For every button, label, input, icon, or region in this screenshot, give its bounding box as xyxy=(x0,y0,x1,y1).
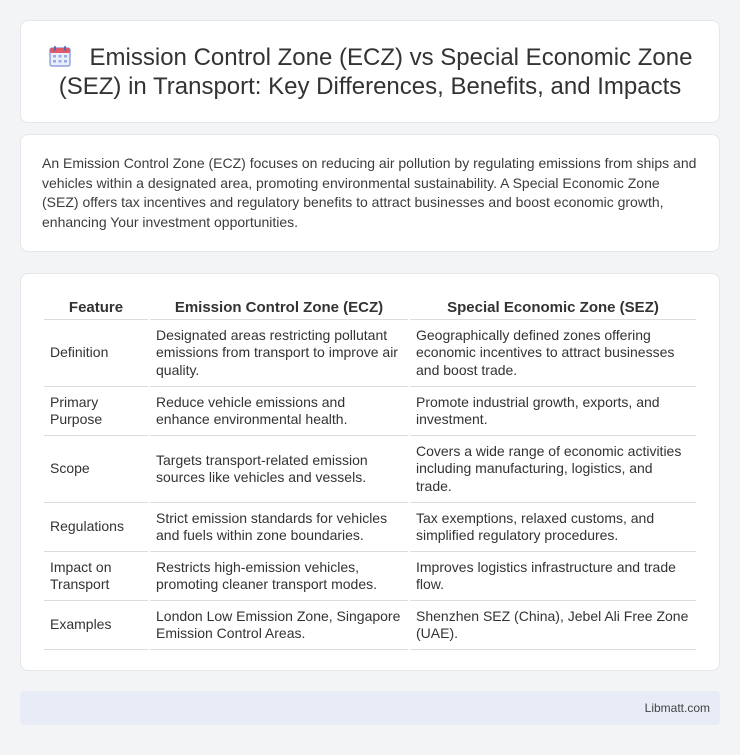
sez-cell: Covers a wide range of economic activities including manufacturing, logistics, and trade. xyxy=(410,436,696,503)
header-sez: Special Economic Zone (SEZ) xyxy=(410,295,696,320)
comparison-table-card xyxy=(20,273,720,671)
footer-site-link[interactable]: Libmatt.com xyxy=(644,701,710,715)
table-row xyxy=(44,601,696,650)
feature-cell: Scope xyxy=(44,436,148,503)
ecz-cell: London Low Emission Zone, Singapore Emission Control Areas. xyxy=(150,601,408,650)
ecz-cell: Targets transport-related emission sources like vehicles and vessels. xyxy=(150,436,408,503)
feature-cell: Impact on Transport xyxy=(44,552,148,601)
page-title: Emission Control Zone (ECZ) vs Special Economic Zone (SEZ) in Transport: Key Differences, Benefits, and Impacts xyxy=(58,43,693,100)
page-title-wrap xyxy=(45,43,695,101)
ecz-cell: Designated areas restricting pollutant emissions from transport to improve air quality. xyxy=(150,320,408,387)
sez-cell: Shenzhen SEZ (China), Jebel Ali Free Zone (UAE). xyxy=(410,601,696,650)
ecz-cell: Strict emission standards for vehicles and fuels within zone boundaries. xyxy=(150,503,408,552)
feature-cell: Primary Purpose xyxy=(44,387,148,436)
feature-cell: Definition xyxy=(44,320,148,387)
table-row xyxy=(44,552,696,601)
ecz-cell: Reduce vehicle emissions and enhance environmental health. xyxy=(150,387,408,436)
feature-cell: Regulations xyxy=(44,503,148,552)
header-ecz: Emission Control Zone (ECZ) xyxy=(150,295,408,320)
comparison-table xyxy=(42,295,698,650)
title-card xyxy=(20,20,720,123)
calendar-icon xyxy=(48,44,72,68)
header-feature: Feature xyxy=(44,295,148,320)
sez-cell: Geographically defined zones offering economic incentives to attract businesses and boost trade. xyxy=(410,320,696,387)
ecz-cell: Restricts high-emission vehicles, promoting cleaner transport modes. xyxy=(150,552,408,601)
sez-cell: Promote industrial growth, exports, and investment. xyxy=(410,387,696,436)
sez-cell: Tax exemptions, relaxed customs, and simplified regulatory procedures. xyxy=(410,503,696,552)
table-row xyxy=(44,387,696,436)
sez-cell: Improves logistics infrastructure and trade flow. xyxy=(410,552,696,601)
table-row xyxy=(44,320,696,387)
intro-text: An Emission Control Zone (ECZ) focuses on reducing air pollution by regulating emissions from ships and vehicles within a designated area, promoting environmental sustainability. A Special Economic Zone (SEZ) offers tax incentives and regulatory benefits to attract businesses and boost economic growth, enhancing Your investment opportunities. xyxy=(42,155,697,230)
table-row xyxy=(44,503,696,552)
table-row xyxy=(44,436,696,503)
feature-cell: Examples xyxy=(44,601,148,650)
intro-card xyxy=(20,134,720,252)
table-header-row xyxy=(44,295,696,320)
footer xyxy=(20,691,720,725)
